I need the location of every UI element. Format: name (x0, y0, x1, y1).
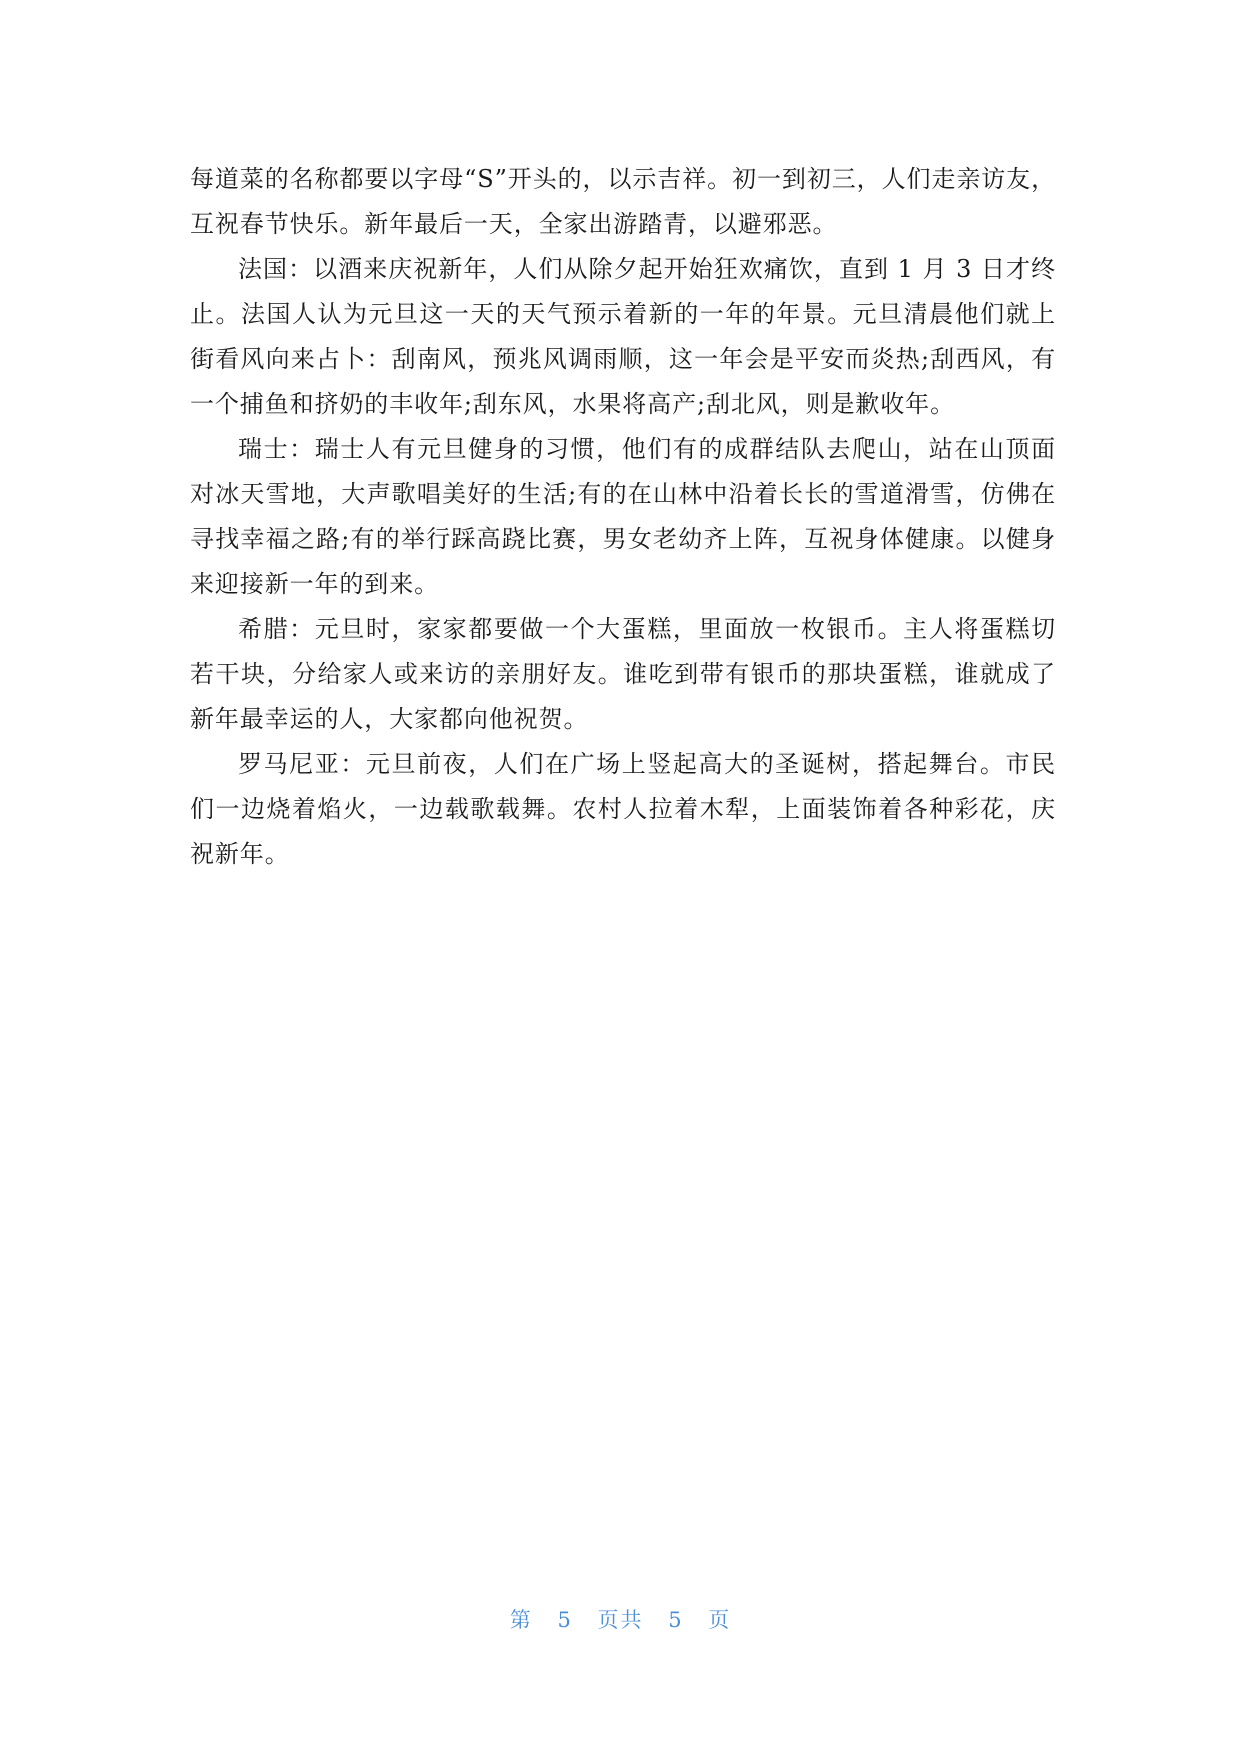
footer-middle: 页共 (597, 1608, 644, 1632)
paragraph-continuation: 每道菜的名称都要以字母“S”开头的，以示吉祥。初一到初三，人们走亲访友，互祝春节快乐。新年最后一天，全家出游踏青，以避邪恶。 (190, 165, 1056, 238)
paragraph-france: 法国：以酒来庆祝新年，人们从除夕起开始狂欢痛饮，直到 1 月 3 日才终止。法国人认为元旦这一天的天气预示着新的一年的年景。元旦清晨他们就上街看风向来占卜：刮南风，预兆风调雨顺，这一年会是平安而炎热;刮西风，有一个捕鱼和挤奶的丰收年;刮东风，水果将高产;刮北风，则是歉收年。 (190, 255, 1056, 418)
footer-suffix: 页 (708, 1608, 732, 1632)
page-footer (0, 1604, 1241, 1634)
footer-current-page: 5 (557, 1608, 573, 1632)
footer-prefix: 第 (509, 1608, 533, 1632)
document-body (190, 157, 1056, 877)
paragraph-switzerland: 瑞士：瑞士人有元旦健身的习惯，他们有的成群结队去爬山，站在山顶面对冰天雪地，大声歌唱美好的生活;有的在山林中沿着长长的雪道滑雪，仿佛在寻找幸福之路;有的举行踩高跷比赛，男女老幼齐上阵，互祝身体健康。以健身来迎接新一年的到来。 (190, 435, 1056, 598)
paragraph-greece: 希腊：元旦时，家家都要做一个大蛋糕，里面放一枚银币。主人将蛋糕切若干块，分给家人或来访的亲朋好友。谁吃到带有银币的那块蛋糕，谁就成了新年最幸运的人，大家都向他祝贺。 (190, 615, 1056, 733)
footer-total-pages: 5 (668, 1608, 684, 1632)
paragraph-romania: 罗马尼亚：元旦前夜，人们在广场上竖起高大的圣诞树，搭起舞台。市民们一边烧着焰火，一边载歌载舞。农村人拉着木犁，上面装饰着各种彩花，庆祝新年。 (190, 750, 1056, 868)
